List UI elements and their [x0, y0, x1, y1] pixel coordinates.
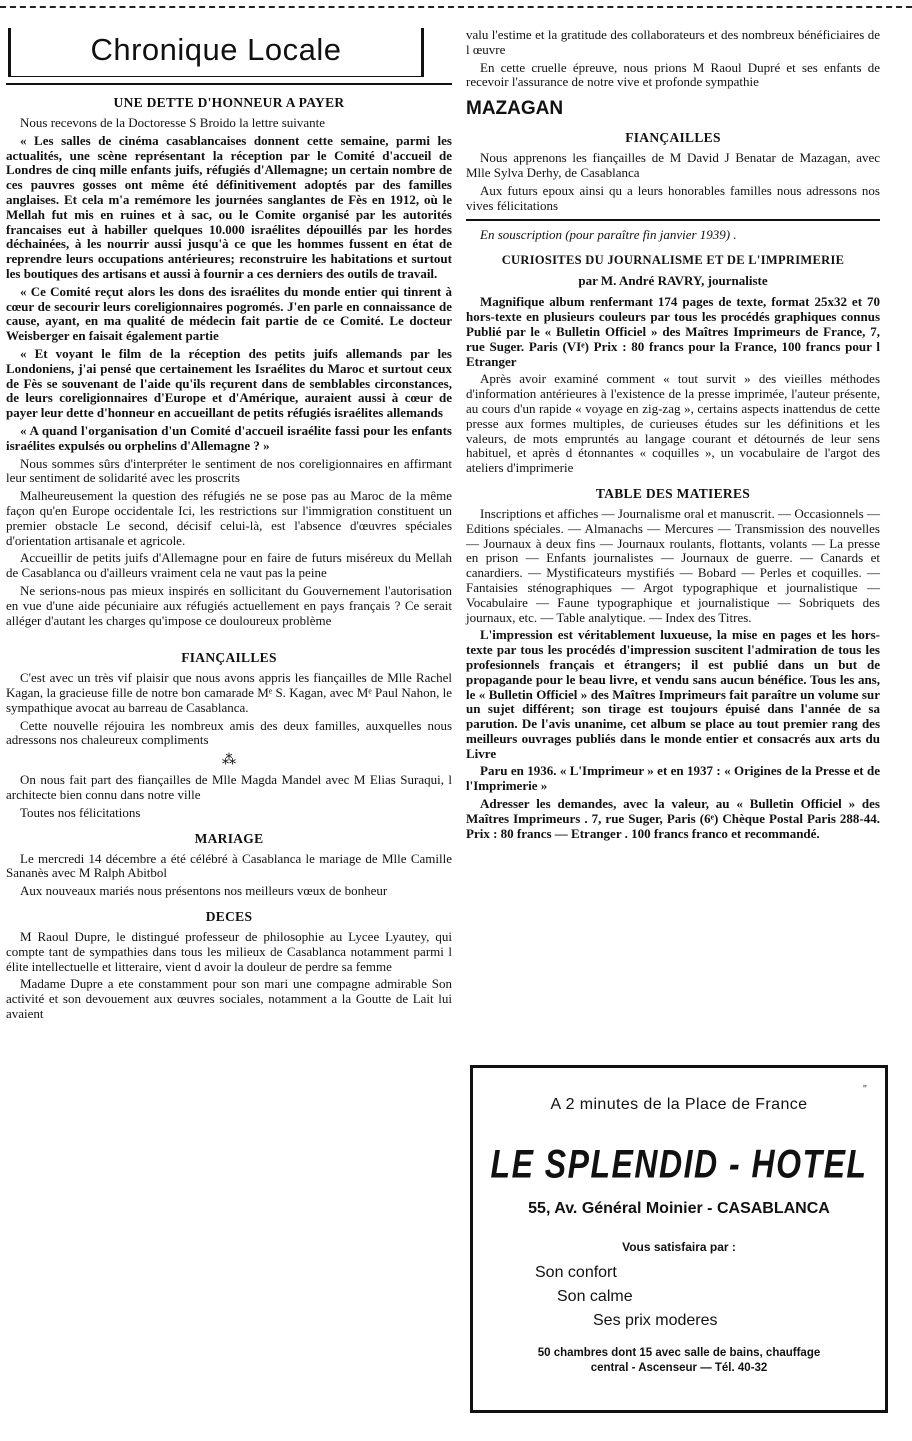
corner-mark: ": [862, 1084, 867, 1095]
article-paragraph: « A quand l'organisation d'un Comité d'accueil israélite fassi pour les enfants israélites expulsés ou orphelins d'Allemagne ? »: [6, 422, 452, 453]
top-dashed-rule: [0, 6, 912, 8]
article-title-fiancailles-mazagan: FIANÇAILLES: [625, 130, 721, 146]
ad-footer-line: central - Ascenseur — Tél. 40-32: [590, 1362, 768, 1374]
byline: par M. André RAVRY, journaliste: [578, 273, 768, 289]
place-heading-mazagan: MAZAGAN: [466, 98, 564, 120]
article-paragraph: « Les salles de cinéma casablancaises donnent cette semaine, parmi les actualités, une scène représentant la réception par le Comité d'accueil de Londres de cinq mille enfants juifs, réfugiés d'Allemagne; un certain nombre de ces pauvres gosses ont même été définitivement adoptés par des familles anglaises. Et cela m'a remémore les journées sanglantes de Fès en 1912, où le Mellah fut mis en ruines et à sac, ou le Comite organisé par les autorités francaises eut à habiller quelques 10.000 israélites dépouillés par les hordes déchainées, à les nourrir aussi jusqu'à ce que les hommes fussent en état de reprendre leurs occupations antérieures; reconstruire les habitations et surtout les boutiques des artisans et aussi à fournir a ces derniers des outils de travail.: [6, 132, 452, 281]
hotel-advertisement: [470, 1065, 888, 1413]
article-paragraph: Aux futurs epoux ainsi qu a leurs honorables familles nous adressons nos vives félicitations: [466, 182, 880, 213]
book-description: Magnifique album renfermant 174 pages de texte, format 25x32 et 70 hors-texte en plusieurs couleurs par tous les procédés graphiques connus Publié par le « Bulletin Officiel » des Maîtres Imprimeurs de France, 7, rue Suger. Paris (VIᵉ) Prix : 80 francs pour la France, 100 francs pour l Etranger: [466, 294, 880, 369]
article-paragraph: On nous fait part des fiançailles de Mlle Magda Mandel avec M Elias Suraqui, l architecte bien connu dans notre ville: [6, 772, 452, 803]
section-rule: [466, 219, 880, 221]
article-title-dette: UNE DETTE D'HONNEUR A PAYER: [113, 95, 345, 110]
table-of-contents-text: Inscriptions et affiches — Journalisme oral et manuscrit. — Occasionnels — Editions spéciales. — Almanachs — Mercures — Transmission des nouvelles — Journaux à deux fins — Journaux roulants, flottants, volants — La presse en prison — Enfants journalistes — Journaux de guerre. — Canards et canardiers. — Mystificateurs mystifiés — Bobard — Perles et coquilles. — Fantaisies sténographiques — Argot typographique et journalistique — Vocabulaire — Faune typographique et journalistique — Sobriquets des journaux, etc. — Table analytique. — Index des Titres.: [466, 505, 880, 625]
right-column: [466, 14, 880, 844]
article-paragraph: Madame Dupre a ete constamment pour son mari une compagne admirable Son activité et son devouement aux œuvres sociales, notamment a la Goutte de Lait lui avaient: [6, 976, 452, 1022]
article-paragraph: Aux nouveaux mariés nous présentons nos meilleurs vœux de bonheur: [20, 883, 388, 899]
article-paragraph: Ne serions-nous pas mieux inspirés en sollicitant du Gouvernement l'autorisation en vue d'une aide pécuniaire aux réfugiés actuellement en pays français ? Ce serait alléger d'autant les charges qu'impose ce douloureux problème: [6, 582, 452, 628]
ad-perk: Son confort: [535, 1264, 617, 1281]
article-paragraph: Nous recevons de la Doctoresse S Broido la lettre suivante: [20, 115, 326, 130]
article-paragraph: Cette nouvelle réjouira les nombreux amis des deux familles, auxquelles nous adressons nos chaleureux compliments: [6, 717, 452, 748]
article-paragraph: Le mercredi 14 décembre a été célébré à Casablanca le mariage de Mlle Camille Sananès avec M Ralph Abitbol: [6, 850, 452, 881]
ad-perk: Ses prix moderes: [593, 1312, 718, 1329]
article-paragraph: Paru en 1936. « L'Imprimeur » et en 1937 : « Origines de la Presse et de l'Imprimerie »: [466, 763, 880, 794]
article-paragraph: Accueillir de petits juifs d'Allemagne pour en faire de futurs miséreux du Mellah de Casablanca ou d'ailleurs vraiment cela ne vaut pas la peine: [6, 550, 452, 581]
section-header-box: [8, 28, 424, 77]
article-paragraph: « Et voyant le film de la réception des petits juifs allemands par les Londoniens, j'ai pensé que certainement les Israélites du Maroc et surtout ceux de Fès se souvenant de l'aide qu'ils reçurent dans de semblables circonstances, de leurs coreligionnaires d'Europe et d'Amérique, auraient aussi à cœur de payer leur dette d'honneur en accueillant de petits réfugiés israélites allemands: [6, 345, 452, 421]
left-column: [6, 14, 452, 1025]
ad-footer: [473, 1346, 885, 1376]
article-title-deces: DECES: [205, 909, 253, 925]
ad-address: 55, Av. Général Moinier - CASABLANCA: [528, 1200, 830, 1217]
article-paragraph: Nous sommes sûrs d'interpréter le sentiment de nos coreligionnaires en affirmant leur sentiment de solidarité avec les proscrits: [6, 455, 452, 486]
ad-tagline: Vous satisfaira par :: [622, 1240, 736, 1254]
article-paragraph: Nous apprenons les fiançailles de M David J Benatar de Mazagan, avec Mlle Sylva Derhy, de Casablanca: [466, 150, 880, 180]
article-paragraph: M Raoul Dupre, le distingué professeur de philosophie au Lycee Lyautey, qui compte tant de sympathies dans tous les milieux de Casablanca notamment parmi l élite intellectuelle et litteraire, vient d avoir la douleur de perdre sa femme: [6, 929, 452, 974]
ad-perk: Son calme: [557, 1288, 633, 1305]
subscription-note: En souscription (pour paraître fin janvier 1939) .: [480, 227, 737, 243]
article-paragraph: L'impression est véritablement luxueuse, la mise en pages et les hors-texte par tous les procédés d'impression suscitent l'admiration de tous les profesionnels français et étrangers; il est publié dans un but de propagande pour le beau livre, et vendu sans aucun bénéfice. Tous les ans, le « Bulletin Officiel » des Maîtres Imprimeurs fait paraître un volume sur un sujet différent; son tirage est toujours épuisé dans l'année de sa parution. De l'avis unanime, cet album se place au tout premier rang des meilleurs ouvrages publiés dans le monde entier et consacrés aux arts du Livre: [466, 627, 880, 761]
article-paragraph: Après avoir examiné comment « tout survit » des vieilles méthodes d'information antérieures à l'existence de la presse imprimée, l'auteur présente, au cours d'un rapide « voyage en zig-zag », certains aspects inattendus de cette presse aux formes multiples, de curieuses études sur les définitions et les valeurs, de mots empruntés au langage courant et détournés de leur sens habituel, et après d étonnantes « coquilles », un vocabulaire de l'argot des ateliers d'imprimerie: [466, 371, 880, 476]
article-title-mariage: MARIAGE: [194, 830, 264, 846]
separator-asterism: ⁂: [222, 753, 236, 769]
article-paragraph: valu l'estime et la gratitude des collaborateurs et des nombreux bénéficiaires de l œuvre: [466, 27, 880, 57]
article-paragraph: « Ce Comité reçut alors les dons des israélites du monde entier qui tinrent à cœur de secourir leurs coreligionnaires pogromés. J'en parle en connaissance de cause, ayant, en ma qualité de médecin fait partie de ce Comité. Le docteur Weisberger en faisait également partie: [6, 283, 452, 344]
article-paragraph: C'est avec un très vif plaisir que nous avons appris les fiançailles de Mlle Rachel Kagan, la gracieuse fille de notre bon camarade Mᵉ S. Kagan, avec Mᵉ Paul Nahon, le sympathique avocat au barreau de Casablanca.: [6, 670, 452, 715]
ad-location-line: A 2 minutes de la Place de France: [550, 1096, 808, 1113]
article-paragraph: Toutes nos félicitations: [20, 804, 141, 820]
article-title-curiosites: CURIOSITES DU JOURNALISME ET DE L'IMPRIMERIE: [501, 253, 845, 268]
ad-hotel-name: LE SPLENDID - HOTEL: [490, 1141, 868, 1187]
article-title-table-matieres: TABLE DES MATIERES: [595, 485, 751, 501]
article-paragraph: Malheureusement la question des réfugiés ne se pose pas au Maroc de la même façon qu'en Europe occidentale Ici, les restrictions sur l'immigration constituent un premier obstacle Le second, décisif celui-là, est l'absence d'œuvres spéciales d'orientation artisanale et agricole.: [6, 488, 452, 548]
header-rule: [6, 83, 452, 85]
article-paragraph: Adresser les demandes, avec la valeur, au « Bulletin Officiel » des Maîtres Imprimeurs . 7, rue Suger, Paris (6ᵉ) Chèque Postal Paris 288-44. Prix : 80 francs — Etranger . 100 francs franco et recommandé.: [466, 796, 880, 841]
page-title: Chronique Locale: [90, 32, 342, 67]
ad-footer-line: 50 chambres dont 15 avec salle de bains, chauffage: [537, 1347, 821, 1359]
article-title-fiancailles: FIANÇAILLES: [181, 650, 277, 666]
article-paragraph: En cette cruelle épreuve, nous prions M Raoul Dupré et ses enfants de recevoir l'assurance de notre vive et profonde sympathie: [466, 59, 880, 90]
